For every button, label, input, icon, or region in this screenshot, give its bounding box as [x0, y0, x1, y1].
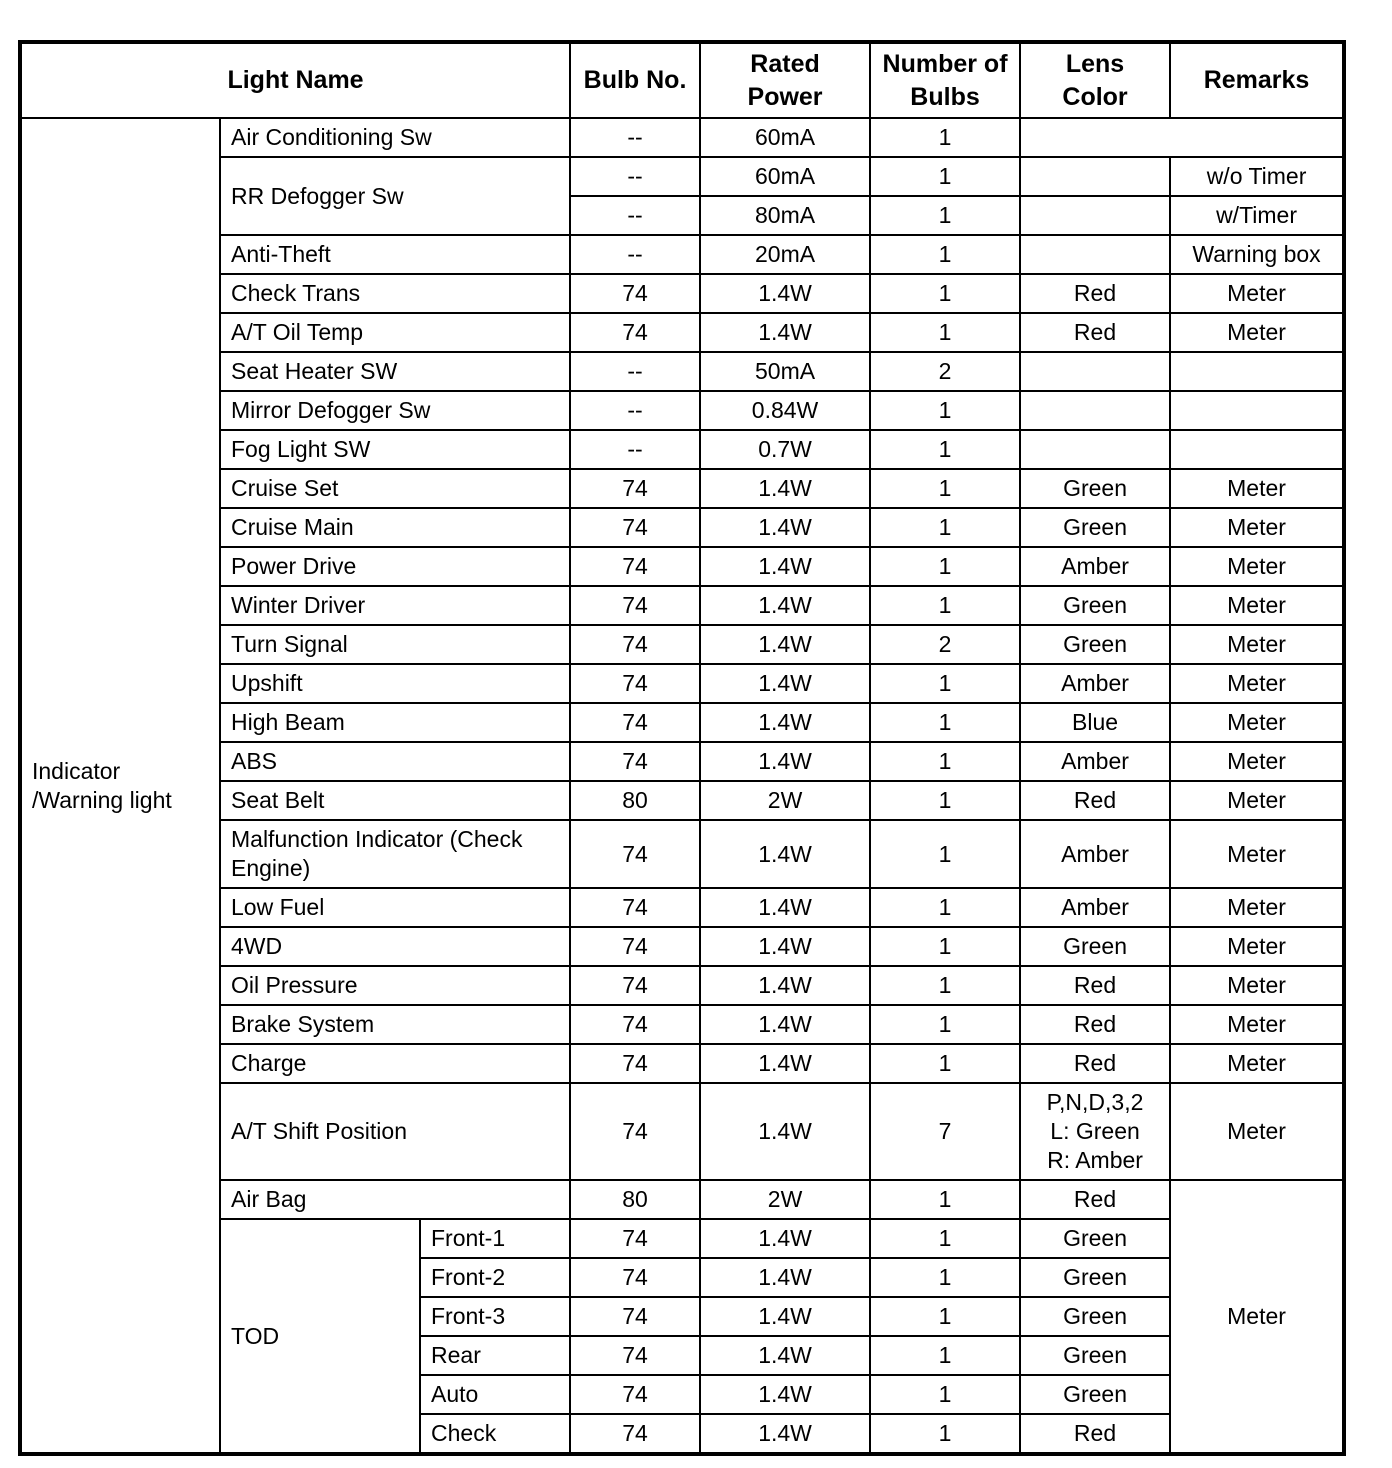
- lens-color-cell: Red: [1020, 781, 1170, 820]
- bulb-no-cell: 74: [570, 888, 700, 927]
- light-name-cell: A/T Shift Position: [220, 1083, 570, 1180]
- light-name-cell: ABS: [220, 742, 570, 781]
- remarks-cell: Meter: [1170, 1180, 1344, 1454]
- bulb-no-cell: 74: [570, 966, 700, 1005]
- bulb-count-cell: 1: [870, 742, 1020, 781]
- light-name-cell: Malfunction Indicator (Check Engine): [220, 820, 570, 888]
- bulb-no-cell: --: [570, 235, 700, 274]
- tod-item-name: Auto: [420, 1375, 570, 1414]
- bulb-no-cell: --: [570, 157, 700, 196]
- light-name-cell: Upshift: [220, 664, 570, 703]
- bulb-no-cell: --: [570, 430, 700, 469]
- remarks-cell: Meter: [1170, 1005, 1344, 1044]
- rated-power-cell: 1.4W: [700, 1336, 870, 1375]
- remarks-cell: Meter: [1170, 469, 1344, 508]
- light-name-cell: Air Conditioning Sw: [220, 118, 570, 157]
- remarks-cell: Meter: [1170, 781, 1344, 820]
- light-name-cell: Winter Driver: [220, 586, 570, 625]
- remarks-cell: Meter: [1170, 966, 1344, 1005]
- remarks-cell: [1170, 391, 1344, 430]
- lens-color-cell: [1020, 157, 1170, 196]
- bulb-count-cell: 2: [870, 352, 1020, 391]
- remarks-cell: Meter: [1170, 1044, 1344, 1083]
- bulb-no-cell: 74: [570, 1414, 700, 1454]
- remarks-cell: Meter: [1170, 927, 1344, 966]
- lens-color-cell: Amber: [1020, 820, 1170, 888]
- rated-power-cell: 1.4W: [700, 1297, 870, 1336]
- rated-power-cell: 80mA: [700, 196, 870, 235]
- rated-power-cell: 1.4W: [700, 586, 870, 625]
- rated-power-cell: 1.4W: [700, 313, 870, 352]
- lens-line: P,N,D,3,2: [1046, 1089, 1144, 1115]
- bulb-count-cell: 1: [870, 313, 1020, 352]
- bulb-count-cell: 1: [870, 235, 1020, 274]
- bulb-no-cell: 74: [570, 1297, 700, 1336]
- light-name-cell: Anti-Theft: [220, 235, 570, 274]
- header-rated-power: Rated Power: [700, 42, 870, 118]
- lens-line: R: Amber: [1047, 1147, 1143, 1173]
- header-light-name: Light Name: [20, 42, 570, 118]
- bulb-count-cell: 1: [870, 1044, 1020, 1083]
- rated-power-cell: 1.4W: [700, 820, 870, 888]
- lens-color-cell: [1020, 1083, 1170, 1180]
- remarks-cell: Meter: [1170, 820, 1344, 888]
- lens-color-cell: Blue: [1020, 703, 1170, 742]
- rated-power-cell: 1.4W: [700, 927, 870, 966]
- bulb-no-cell: 74: [570, 820, 700, 888]
- lens-color-cell: [1020, 430, 1170, 469]
- lens-color-cell: Green: [1020, 469, 1170, 508]
- header-row: [20, 42, 1344, 118]
- bulb-count-cell: 1: [870, 508, 1020, 547]
- header-remarks: Remarks: [1170, 42, 1344, 118]
- rated-power-cell: 20mA: [700, 235, 870, 274]
- header-number-of-bulbs: Number of Bulbs: [870, 42, 1020, 118]
- bulb-no-cell: 74: [570, 1005, 700, 1044]
- remarks-cell: Meter: [1170, 547, 1344, 586]
- bulb-count-cell: 1: [870, 1297, 1020, 1336]
- header-lens-color: Lens Color: [1020, 42, 1170, 118]
- bulb-count-cell: 1: [870, 664, 1020, 703]
- bulb-no-cell: 74: [570, 927, 700, 966]
- lens-color-cell: Red: [1020, 966, 1170, 1005]
- lens-color-cell: Amber: [1020, 742, 1170, 781]
- lens-color-cell: Red: [1020, 1414, 1170, 1454]
- tod-item-name: Rear: [420, 1336, 570, 1375]
- remarks-cell: Meter: [1170, 313, 1344, 352]
- lens-color-cell: Green: [1020, 1336, 1170, 1375]
- lens-color-cell: [1020, 391, 1170, 430]
- rated-power-cell: 60mA: [700, 157, 870, 196]
- bulb-no-cell: --: [570, 391, 700, 430]
- light-name-cell: Charge: [220, 1044, 570, 1083]
- rated-power-cell: 1.4W: [700, 1044, 870, 1083]
- bulb-no-cell: 74: [570, 664, 700, 703]
- bulb-count-cell: 1: [870, 1180, 1020, 1219]
- bulb-count-cell: 1: [870, 274, 1020, 313]
- tod-item-name: Front-3: [420, 1297, 570, 1336]
- rated-power-cell: 0.7W: [700, 430, 870, 469]
- light-name-cell: A/T Oil Temp: [220, 313, 570, 352]
- rated-power-cell: 2W: [700, 1180, 870, 1219]
- lens-color-cell: Green: [1020, 1258, 1170, 1297]
- bulb-no-cell: 80: [570, 781, 700, 820]
- bulb-no-cell: 74: [570, 703, 700, 742]
- rated-power-cell: 1.4W: [700, 1219, 870, 1258]
- bulb-no-cell: 74: [570, 1083, 700, 1180]
- lens-color-cell: Green: [1020, 508, 1170, 547]
- light-name-cell: Cruise Set: [220, 469, 570, 508]
- bulb-count-cell: 1: [870, 118, 1020, 157]
- rated-power-cell: 2W: [700, 781, 870, 820]
- light-name-cell: Mirror Defogger Sw: [220, 391, 570, 430]
- remarks-cell: Meter: [1170, 1083, 1344, 1180]
- remarks-cell: Meter: [1170, 274, 1344, 313]
- rated-power-cell: 0.84W: [700, 391, 870, 430]
- remarks-cell: Meter: [1170, 625, 1344, 664]
- rated-power-cell: 1.4W: [700, 1083, 870, 1180]
- bulb-count-cell: 1: [870, 1414, 1020, 1454]
- lens-color-cell: Green: [1020, 1297, 1170, 1336]
- bulb-no-cell: 74: [570, 625, 700, 664]
- bulb-no-cell: 74: [570, 1336, 700, 1375]
- lens-color-cell: Red: [1020, 1044, 1170, 1083]
- light-name-cell: RR Defogger Sw: [220, 157, 570, 235]
- bulb-count-cell: 1: [870, 1375, 1020, 1414]
- remarks-cell: Warning box: [1170, 235, 1344, 274]
- lens-remarks-empty-cell: [1020, 118, 1344, 157]
- rated-power-cell: 1.4W: [700, 703, 870, 742]
- bulb-no-cell: --: [570, 196, 700, 235]
- rated-power-cell: 1.4W: [700, 625, 870, 664]
- light-name-cell: Turn Signal: [220, 625, 570, 664]
- remarks-cell: Meter: [1170, 703, 1344, 742]
- bulb-no-cell: 74: [570, 274, 700, 313]
- light-name-cell: Power Drive: [220, 547, 570, 586]
- bulb-count-cell: 1: [870, 1005, 1020, 1044]
- bulb-count-cell: 1: [870, 430, 1020, 469]
- light-name-cell: Oil Pressure: [220, 966, 570, 1005]
- lens-color-cell: [1020, 196, 1170, 235]
- bulb-no-cell: 74: [570, 313, 700, 352]
- lens-color-cell: Red: [1020, 313, 1170, 352]
- category-cell: Indicator /Warning light: [20, 118, 220, 1454]
- remarks-cell: Meter: [1170, 888, 1344, 927]
- lens-color-cell: Red: [1020, 274, 1170, 313]
- remarks-cell: Meter: [1170, 742, 1344, 781]
- bulb-count-cell: 1: [870, 196, 1020, 235]
- light-name-cell: Check Trans: [220, 274, 570, 313]
- bulb-no-cell: 74: [570, 1044, 700, 1083]
- tod-group-label: TOD: [220, 1219, 420, 1454]
- light-name-cell: 4WD: [220, 927, 570, 966]
- light-name-cell: Seat Heater SW: [220, 352, 570, 391]
- bulb-count-cell: 1: [870, 157, 1020, 196]
- rated-power-cell: 1.4W: [700, 664, 870, 703]
- remarks-cell: [1170, 430, 1344, 469]
- rated-power-cell: 1.4W: [700, 1375, 870, 1414]
- light-name-cell: Seat Belt: [220, 781, 570, 820]
- lens-color-cell: Green: [1020, 927, 1170, 966]
- rated-power-cell: 1.4W: [700, 547, 870, 586]
- bulb-count-cell: 1: [870, 966, 1020, 1005]
- bulb-count-cell: 1: [870, 1219, 1020, 1258]
- bulb-count-cell: 1: [870, 586, 1020, 625]
- remarks-cell: Meter: [1170, 586, 1344, 625]
- tod-item-name: Check: [420, 1414, 570, 1454]
- bulb-no-cell: 74: [570, 1219, 700, 1258]
- bulb-no-cell: 74: [570, 469, 700, 508]
- lens-color-cell: Red: [1020, 1180, 1170, 1219]
- bulb-count-cell: 1: [870, 1258, 1020, 1297]
- remarks-cell: Meter: [1170, 664, 1344, 703]
- bulb-count-cell: 1: [870, 820, 1020, 888]
- bulb-no-cell: 74: [570, 586, 700, 625]
- lens-color-cell: Green: [1020, 1219, 1170, 1258]
- rated-power-cell: 50mA: [700, 352, 870, 391]
- bulb-count-cell: 1: [870, 1336, 1020, 1375]
- rated-power-cell: 1.4W: [700, 274, 870, 313]
- bulb-no-cell: --: [570, 118, 700, 157]
- lens-color-cell: Amber: [1020, 888, 1170, 927]
- bulb-count-cell: 1: [870, 703, 1020, 742]
- table-row: [20, 118, 1344, 157]
- bulb-count-cell: 1: [870, 469, 1020, 508]
- rated-power-cell: 1.4W: [700, 1258, 870, 1297]
- remarks-cell: Meter: [1170, 508, 1344, 547]
- lens-color-cell: Green: [1020, 586, 1170, 625]
- rated-power-cell: 1.4W: [700, 1414, 870, 1454]
- rated-power-cell: 1.4W: [700, 469, 870, 508]
- light-name-cell: Air Bag: [220, 1180, 570, 1219]
- rated-power-cell: 1.4W: [700, 888, 870, 927]
- bulb-no-cell: 74: [570, 508, 700, 547]
- rated-power-cell: 60mA: [700, 118, 870, 157]
- bulb-count-cell: 7: [870, 1083, 1020, 1180]
- bulb-count-cell: 1: [870, 927, 1020, 966]
- remarks-cell: w/Timer: [1170, 196, 1344, 235]
- bulb-count-cell: 1: [870, 781, 1020, 820]
- light-name-cell: Fog Light SW: [220, 430, 570, 469]
- lens-color-cell: [1020, 352, 1170, 391]
- bulb-count-cell: 1: [870, 391, 1020, 430]
- remarks-cell: [1170, 352, 1344, 391]
- light-name-cell: High Beam: [220, 703, 570, 742]
- light-name-cell: Cruise Main: [220, 508, 570, 547]
- bulb-no-cell: --: [570, 352, 700, 391]
- bulb-no-cell: 74: [570, 742, 700, 781]
- remarks-cell: w/o Timer: [1170, 157, 1344, 196]
- lens-color-cell: Amber: [1020, 547, 1170, 586]
- rated-power-cell: 1.4W: [700, 508, 870, 547]
- bulb-no-cell: 74: [570, 1258, 700, 1297]
- bulb-count-cell: 2: [870, 625, 1020, 664]
- tod-item-name: Front-1: [420, 1219, 570, 1258]
- lens-color-cell: Red: [1020, 1005, 1170, 1044]
- lens-line: L: Green: [1050, 1118, 1140, 1144]
- light-name-cell: Low Fuel: [220, 888, 570, 927]
- bulb-spec-table: [18, 40, 1346, 1456]
- rated-power-cell: 1.4W: [700, 1005, 870, 1044]
- lens-color-cell: Green: [1020, 625, 1170, 664]
- rated-power-cell: 1.4W: [700, 742, 870, 781]
- tod-item-name: Front-2: [420, 1258, 570, 1297]
- lens-color-cell: Green: [1020, 1375, 1170, 1414]
- bulb-no-cell: 74: [570, 1375, 700, 1414]
- bulb-no-cell: 74: [570, 547, 700, 586]
- lens-color-cell: Amber: [1020, 664, 1170, 703]
- lens-color-cell: [1020, 235, 1170, 274]
- bulb-count-cell: 1: [870, 547, 1020, 586]
- bulb-count-cell: 1: [870, 888, 1020, 927]
- bulb-no-cell: 80: [570, 1180, 700, 1219]
- header-bulb-no: Bulb No.: [570, 42, 700, 118]
- rated-power-cell: 1.4W: [700, 966, 870, 1005]
- light-name-cell: Brake System: [220, 1005, 570, 1044]
